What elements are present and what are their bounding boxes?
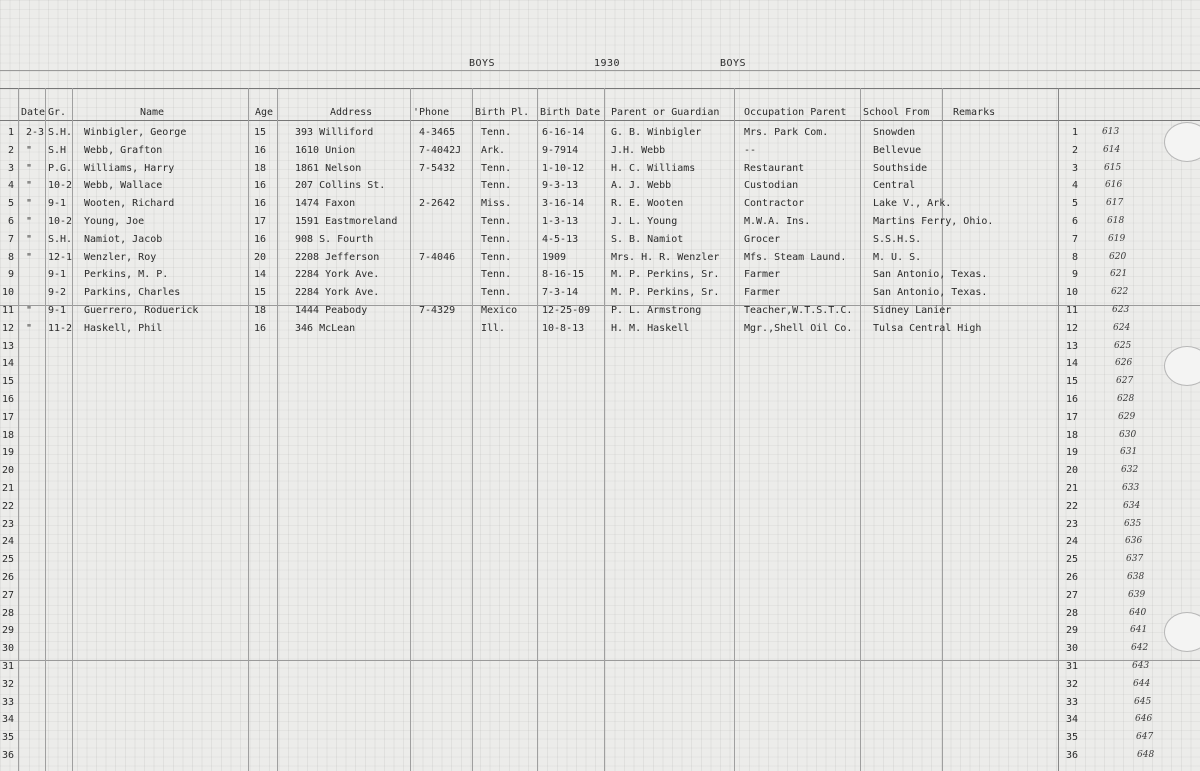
cell-num: 18 [1065, 429, 1078, 441]
cell-num: 35 [1065, 732, 1078, 744]
cell-hand: 644 [1133, 678, 1151, 689]
cell-gr: 9-1 [48, 198, 67, 210]
cell-gr: S.H. [48, 233, 73, 245]
cell-n: 14 [2, 358, 15, 370]
cell-school: Snowden [873, 127, 916, 138]
cell-age: 17 [254, 216, 267, 227]
cell-address: 1610 Union [295, 144, 356, 156]
cell-birth-date: 9-7914 [542, 144, 579, 156]
cell-school: Southside [873, 162, 928, 174]
cell-num: 21 [1065, 483, 1078, 494]
cell-name: Webb, Grafton [84, 144, 163, 156]
cell-num: 7 [1071, 233, 1078, 245]
cell-hand: 629 [1118, 411, 1136, 422]
cell-phone: 7-4042J [419, 144, 462, 156]
cell-n: 18 [2, 429, 15, 441]
cell-num: 11 [1065, 305, 1078, 316]
cell-num: 16 [1065, 394, 1078, 405]
cell-hand: 634 [1123, 500, 1141, 511]
cell-school: M. U. S. [873, 251, 922, 263]
cell-hand: 648 [1137, 750, 1155, 760]
cell-gr: S.H. [48, 127, 73, 138]
cell-num: 34 [1065, 714, 1078, 726]
cell-n: 8 [7, 251, 14, 263]
cell-school: Tulsa Central High [873, 322, 982, 334]
cell-n: 13 [2, 340, 15, 352]
cell-date: " [26, 233, 33, 245]
table-row [0, 499, 1200, 517]
cell-birth-date: 6-16-14 [542, 127, 585, 138]
cell-n: 11 [2, 305, 15, 316]
cell-birth-pl: Tenn. [481, 269, 512, 281]
cell-n: 5 [7, 198, 14, 210]
cell-address: 2284 York Ave. [295, 269, 380, 281]
col-header-birthplace: Birth Pl. [475, 107, 530, 118]
cell-birth-pl: Tenn. [481, 162, 512, 174]
cell-birth-pl: Ark. [481, 144, 506, 156]
col-header-remarks: Remarks [953, 107, 996, 118]
cell-hand: 641 [1130, 625, 1148, 636]
cell-gr: S.H [48, 144, 67, 156]
cell-occupation: Grocer [744, 233, 781, 245]
cell-phone: 7-5432 [419, 162, 456, 174]
cell-n: 30 [2, 643, 15, 655]
cell-birth-date: 4-5-13 [542, 233, 579, 245]
table-row [0, 677, 1200, 695]
cell-hand: 645 [1134, 696, 1152, 707]
cell-occupation: Mfs. Steam Laund. [744, 251, 847, 263]
cell-num: 20 [1065, 465, 1078, 477]
cell-num: 25 [1065, 554, 1078, 566]
cell-gr: 10-2 [48, 216, 73, 227]
cell-phone: 7-4329 [419, 305, 456, 316]
col-header-address: Address [330, 107, 373, 118]
cell-birth-date: 10-8-13 [542, 322, 585, 334]
cell-hand: 637 [1126, 554, 1144, 565]
cell-birth-date: 3-16-14 [542, 198, 585, 210]
cell-parent: P. L. Armstrong [611, 305, 702, 316]
cell-birth-pl: Mexico [481, 305, 518, 316]
col-header-grade: Gr. [48, 107, 67, 118]
cell-hand: 633 [1122, 483, 1140, 493]
cell-parent: M. P. Perkins, Sr. [611, 287, 720, 299]
cell-hand: 619 [1108, 233, 1126, 244]
cell-n: 1 [7, 127, 14, 138]
cell-date: " [26, 251, 33, 263]
cell-gr: 10-2 [48, 180, 73, 192]
cell-n: 31 [2, 661, 15, 672]
cell-age: 14 [254, 269, 267, 281]
table-row [0, 161, 1200, 179]
cell-num: 32 [1065, 678, 1078, 690]
table-row [0, 659, 1200, 677]
col-header-date: Date [21, 107, 46, 118]
cell-num: 27 [1065, 589, 1078, 601]
cell-name: Guerrero, Roduerick [84, 305, 199, 316]
cell-hand: 616 [1105, 180, 1123, 191]
cell-occupation: Teacher,W.T.S.T.C. [744, 305, 853, 316]
cell-num: 14 [1065, 358, 1078, 370]
cell-n: 26 [2, 572, 15, 583]
cell-date: " [26, 216, 33, 227]
cell-hand: 627 [1116, 376, 1134, 387]
col-header-age: Age [255, 107, 274, 118]
cell-n: 19 [2, 447, 15, 459]
cell-birth-date: 1-3-13 [542, 216, 579, 227]
cell-n: 9 [7, 269, 14, 281]
cell-parent: G. B. Winbigler [611, 127, 702, 138]
table-row [0, 356, 1200, 374]
cell-n: 12 [2, 322, 15, 334]
cell-age: 16 [254, 144, 267, 156]
cell-hand: 646 [1135, 714, 1153, 725]
cell-name: Wenzler, Roy [84, 251, 157, 263]
cell-num: 9 [1071, 269, 1078, 281]
cell-n: 10 [2, 287, 15, 299]
table-row [0, 196, 1200, 214]
cell-hand: 638 [1127, 572, 1145, 582]
cell-parent: R. E. Wooten [611, 198, 684, 210]
table-row [0, 339, 1200, 357]
cell-n: 7 [7, 233, 14, 245]
cell-date: " [26, 322, 33, 334]
cell-parent: H. C. Williams [611, 162, 696, 174]
cell-n: 16 [2, 394, 15, 405]
cell-birth-pl: Tenn. [481, 287, 512, 299]
cell-n: 32 [2, 678, 15, 690]
cell-birth-pl: Tenn. [481, 216, 512, 227]
cell-parent: J.H. Webb [611, 144, 666, 156]
table-row [0, 428, 1200, 446]
table-row [0, 232, 1200, 250]
cell-num: 12 [1065, 322, 1078, 334]
cell-date: " [26, 198, 33, 210]
cell-date: " [26, 144, 33, 156]
cell-num: 15 [1065, 376, 1078, 388]
cell-school: S.S.H.S. [873, 233, 922, 245]
cell-date: " [26, 305, 33, 316]
table-row [0, 534, 1200, 552]
cell-num: 1 [1071, 127, 1078, 138]
cell-parent: A. J. Webb [611, 180, 672, 192]
cell-school: Lake V., Ark. [873, 198, 952, 210]
cell-name: Haskell, Phil [84, 322, 163, 334]
cell-num: 8 [1071, 251, 1078, 263]
cell-birth-pl: Tenn. [481, 251, 512, 263]
cell-n: 34 [2, 714, 15, 726]
cell-parent: S. B. Namiot [611, 233, 684, 245]
cell-address: 346 McLean [295, 322, 356, 334]
cell-num: 26 [1065, 572, 1078, 583]
cell-num: 33 [1065, 696, 1078, 708]
header-boys-right: BOYS [720, 58, 747, 69]
cell-n: 22 [2, 500, 15, 512]
cell-num: 17 [1065, 411, 1078, 423]
col-header-school: School From [863, 107, 930, 118]
table-row [0, 463, 1200, 481]
cell-n: 35 [2, 732, 15, 744]
cell-hand: 632 [1121, 465, 1139, 476]
cell-occupation: Custodian [744, 180, 799, 192]
cell-n: 28 [2, 607, 15, 619]
cell-age: 18 [254, 162, 267, 174]
cell-num: 31 [1065, 661, 1078, 672]
cell-age: 15 [254, 287, 267, 299]
cell-birth-date: 9-3-13 [542, 180, 579, 192]
header-year: 1930 [594, 58, 621, 69]
cell-school: Central [873, 180, 916, 192]
cell-address: 1591 Eastmoreland [295, 216, 398, 227]
cell-school: San Antonio, Texas. [873, 287, 988, 299]
cell-birth-date: 8-16-15 [542, 269, 585, 281]
cell-num: 5 [1071, 198, 1078, 210]
cell-name: Young, Joe [84, 216, 145, 227]
cell-n: 29 [2, 625, 15, 637]
cell-num: 13 [1065, 340, 1078, 352]
cell-hand: 618 [1107, 216, 1125, 226]
cell-phone: 2-2642 [419, 198, 456, 210]
table-row [0, 125, 1200, 143]
table-row [0, 374, 1200, 392]
table-row [0, 143, 1200, 161]
table-row [0, 445, 1200, 463]
cell-address: 2284 York Ave. [295, 287, 380, 299]
cell-gr: 9-1 [48, 305, 67, 316]
cell-address: 1444 Peabody [295, 305, 368, 316]
table-row [0, 178, 1200, 196]
cell-gr: 9-2 [48, 287, 67, 299]
header-boys-left: BOYS [469, 58, 496, 69]
cell-n: 36 [2, 750, 15, 761]
cell-parent: M. P. Perkins, Sr. [611, 269, 720, 281]
cell-n: 23 [2, 518, 15, 530]
table-row [0, 623, 1200, 641]
table-row [0, 748, 1200, 766]
table-row [0, 712, 1200, 730]
cell-address: 2208 Jefferson [295, 251, 380, 263]
cell-num: 22 [1065, 500, 1078, 512]
cell-hand: 617 [1106, 198, 1124, 209]
cell-hand: 640 [1129, 607, 1147, 618]
cell-gr: 9-1 [48, 269, 67, 281]
cell-address: 908 S. Fourth [295, 233, 374, 245]
cell-occupation: M.W.A. Ins. [744, 216, 811, 227]
cell-school: Bellevue [873, 144, 922, 156]
cell-hand: 643 [1132, 661, 1150, 671]
cell-num: 29 [1065, 625, 1078, 637]
cell-hand: 624 [1113, 322, 1131, 333]
cell-hand: 631 [1120, 447, 1138, 458]
table-row [0, 641, 1200, 659]
cell-age: 16 [254, 180, 267, 192]
cell-num: 36 [1065, 750, 1078, 761]
table-row [0, 730, 1200, 748]
table-row [0, 517, 1200, 535]
table-row [0, 695, 1200, 713]
cell-hand: 639 [1128, 589, 1146, 600]
cell-occupation: Restaurant [744, 162, 805, 174]
cell-hand: 626 [1115, 358, 1133, 369]
cell-hand: 621 [1110, 269, 1128, 280]
cell-n: 27 [2, 589, 15, 601]
cell-name: Namiot, Jacob [84, 233, 163, 245]
table-row [0, 588, 1200, 606]
cell-num: 23 [1065, 518, 1078, 530]
cell-occupation: Mrs. Park Com. [744, 127, 829, 138]
table-row [0, 392, 1200, 410]
cell-hand: 635 [1124, 518, 1142, 529]
cell-num: 19 [1065, 447, 1078, 459]
col-header-parent: Parent or Guardian [611, 107, 720, 118]
cell-n: 33 [2, 696, 15, 708]
cell-hand: 647 [1136, 732, 1154, 743]
cell-age: 18 [254, 305, 267, 316]
cell-gr: 12-1 [48, 251, 73, 263]
cell-address: 1861 Nelson [295, 162, 362, 174]
cell-n: 17 [2, 411, 15, 423]
table-row [0, 606, 1200, 624]
table-row [0, 250, 1200, 268]
cell-date: " [26, 162, 33, 174]
cell-occupation: Farmer [744, 269, 781, 281]
header-bottom-rule [0, 120, 1200, 121]
cell-num: 24 [1065, 536, 1078, 548]
cell-address: 393 Williford [295, 127, 374, 138]
cell-date: 2-3 [26, 127, 45, 138]
table-row [0, 214, 1200, 232]
cell-name: Wooten, Richard [84, 198, 175, 210]
cell-address: 207 Collins St. [295, 180, 386, 192]
cell-address: 1474 Faxon [295, 198, 356, 210]
cell-age: 15 [254, 127, 267, 138]
cell-num: 30 [1065, 643, 1078, 655]
cell-phone: 4-3465 [419, 127, 456, 138]
cell-birth-date: 7-3-14 [542, 287, 579, 299]
cell-age: 20 [254, 251, 267, 263]
cell-hand: 630 [1119, 429, 1137, 440]
cell-birth-date: 1-10-12 [542, 162, 585, 174]
cell-birth-pl: Tenn. [481, 180, 512, 192]
cell-name: Webb, Wallace [84, 180, 163, 192]
cell-parent: Mrs. H. R. Wenzler [611, 251, 720, 263]
table-row [0, 410, 1200, 428]
cell-hand: 642 [1131, 643, 1149, 654]
cell-occupation: Contractor [744, 198, 805, 210]
cell-n: 15 [2, 376, 15, 388]
table-row [0, 481, 1200, 499]
cell-parent: J. L. Young [611, 216, 678, 227]
cell-n: 2 [7, 144, 14, 156]
cell-hand: 625 [1114, 340, 1132, 351]
cell-name: Parkins, Charles [84, 287, 181, 299]
cell-occupation: Mgr.,Shell Oil Co. [744, 322, 853, 334]
table-row [0, 570, 1200, 588]
cell-date: " [26, 180, 33, 192]
cell-name: Perkins, M. P. [84, 269, 169, 281]
table-row [0, 552, 1200, 570]
cell-birth-pl: Tenn. [481, 127, 512, 138]
cell-hand: 623 [1112, 305, 1130, 315]
cell-gr: 11-2 [48, 322, 73, 334]
cell-num: 4 [1071, 180, 1078, 192]
top-rule [0, 70, 1200, 71]
cell-age: 16 [254, 233, 267, 245]
cell-hand: 628 [1117, 394, 1135, 404]
cell-num: 6 [1071, 216, 1078, 227]
table-row [0, 321, 1200, 339]
cell-n: 21 [2, 483, 15, 494]
col-header-occupation: Occupation Parent [744, 107, 847, 118]
cell-phone: 7-4046 [419, 251, 456, 263]
cell-age: 16 [254, 198, 267, 210]
cell-hand: 620 [1109, 251, 1127, 262]
cell-birth-pl: Tenn. [481, 233, 512, 245]
cell-birth-pl: Miss. [481, 198, 512, 210]
col-header-phone: 'Phone [413, 107, 450, 118]
cell-hand: 613 [1102, 127, 1120, 137]
cell-n: 6 [7, 216, 14, 227]
table-row [0, 285, 1200, 303]
cell-age: 16 [254, 322, 267, 334]
cell-name: Winbigler, George [84, 127, 187, 138]
table-row [0, 267, 1200, 285]
cell-name: Williams, Harry [84, 162, 175, 174]
cell-n: 25 [2, 554, 15, 566]
cell-occupation: -- [744, 144, 757, 156]
cell-hand: 614 [1103, 144, 1121, 155]
cell-hand: 636 [1125, 536, 1143, 547]
cell-birth-date: 12-25-09 [542, 305, 591, 316]
cell-gr: P.G. [48, 162, 73, 174]
cell-n: 24 [2, 536, 15, 548]
cell-num: 3 [1071, 162, 1078, 174]
cell-n: 20 [2, 465, 15, 477]
cell-num: 2 [1071, 144, 1078, 156]
cell-num: 10 [1065, 287, 1078, 299]
cell-hand: 615 [1104, 162, 1122, 173]
header-top-rule [0, 88, 1200, 89]
cell-parent: H. M. Haskell [611, 322, 690, 334]
cell-school: San Antonio, Texas. [873, 269, 988, 281]
cell-occupation: Farmer [744, 287, 781, 299]
cell-n: 4 [7, 180, 14, 192]
cell-school: Sidney Lanier [873, 305, 952, 316]
cell-birth-pl: Ill. [481, 322, 506, 334]
cell-birth-date: 1909 [542, 251, 567, 263]
cell-school: Martins Ferry, Ohio. [873, 216, 994, 227]
table-row [0, 303, 1200, 321]
cell-num: 28 [1065, 607, 1078, 619]
cell-hand: 622 [1111, 287, 1129, 298]
col-header-birthdate: Birth Date [540, 107, 601, 118]
col-header-name: Name [140, 107, 165, 118]
cell-n: 3 [7, 162, 14, 174]
